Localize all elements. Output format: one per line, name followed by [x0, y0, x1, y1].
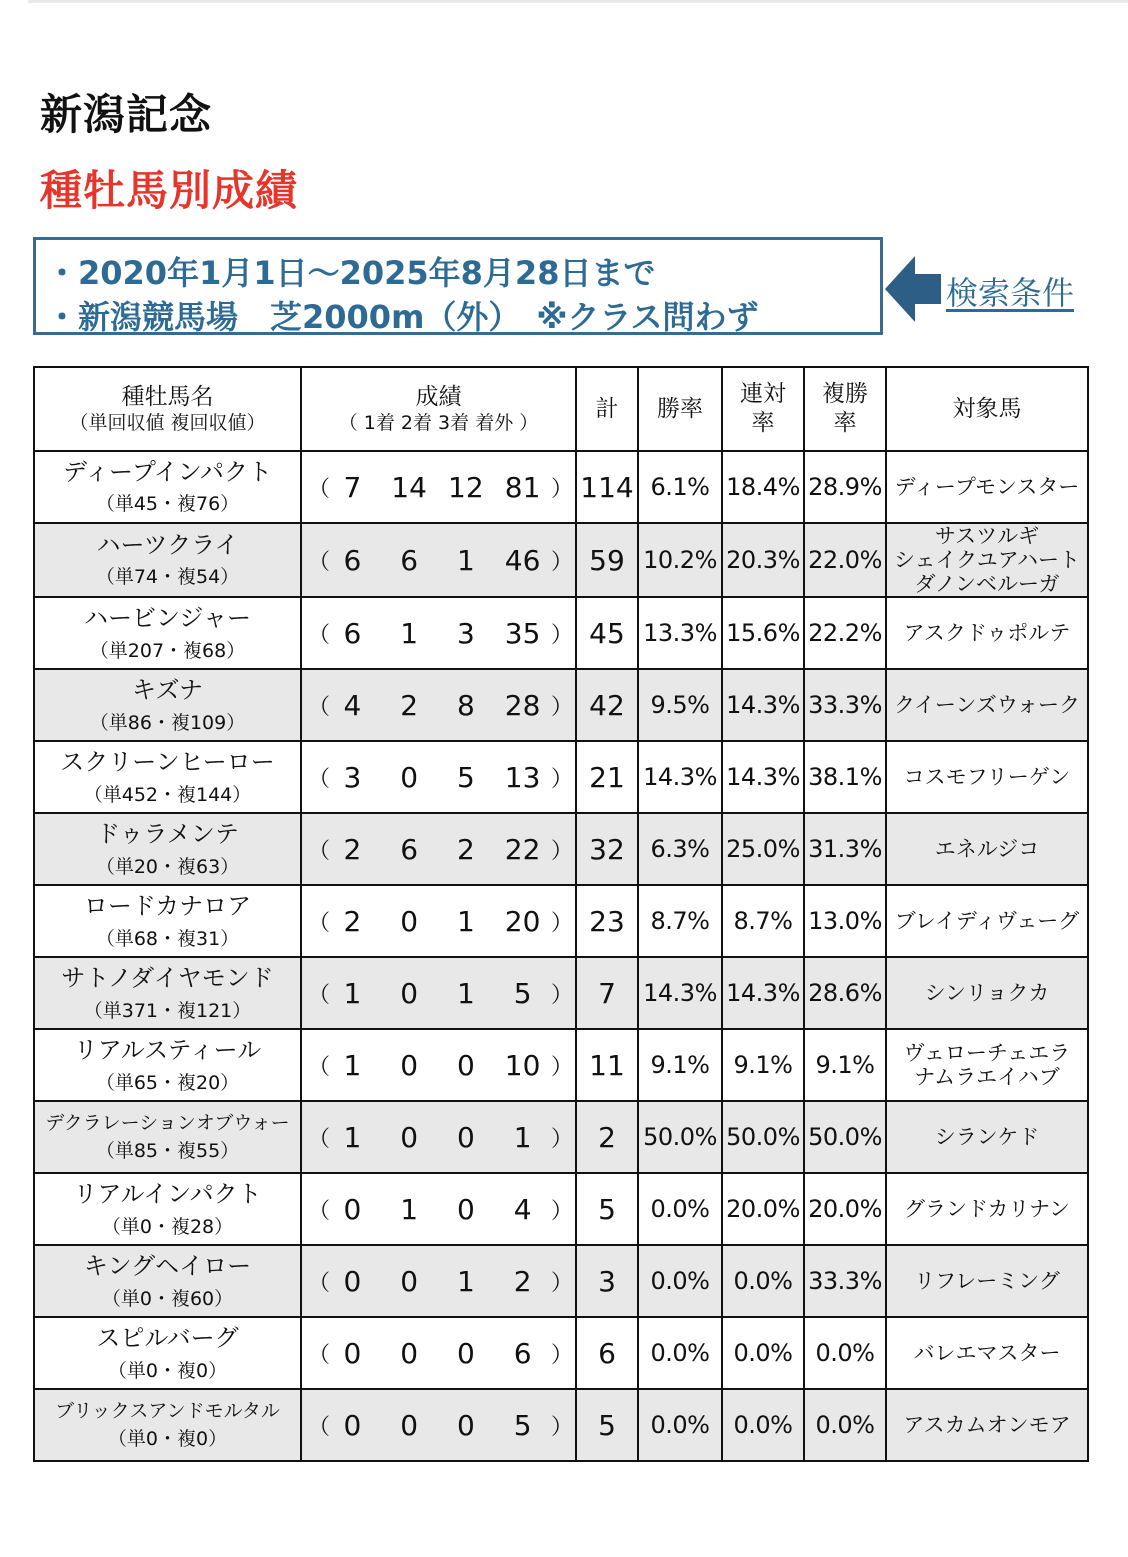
record-cell — [301, 813, 576, 885]
header-win-rate: 勝率 — [638, 367, 722, 451]
record-cell — [301, 451, 576, 523]
unplaced-count: 35 — [504, 616, 541, 650]
target-horses — [886, 1245, 1088, 1317]
third-place-count: 12 — [448, 470, 484, 504]
sire-name: サトノダイヤモンド — [61, 964, 274, 993]
sire-cell — [34, 957, 301, 1029]
target-horses — [886, 813, 1088, 885]
table-row — [34, 523, 1088, 597]
third-place-count: 0 — [456, 1408, 475, 1442]
table-row — [34, 451, 1088, 523]
paren-close: ） — [551, 982, 574, 1008]
total-runs: 59 — [576, 523, 638, 597]
win-rate: 9.1% — [638, 1029, 722, 1101]
target-horse: ナムラエイハブ — [914, 1065, 1060, 1090]
sire-name: スピルバーグ — [96, 1324, 239, 1353]
total-runs: 5 — [576, 1173, 638, 1245]
sire-cell — [34, 451, 301, 523]
win-rate: 0.0% — [638, 1173, 722, 1245]
third-place-count: 1 — [456, 543, 475, 577]
place-rate: 50.0% — [804, 1101, 886, 1173]
place-rate: 33.3% — [804, 1245, 886, 1317]
record-cell — [301, 1389, 576, 1461]
unplaced-count: 20 — [504, 904, 541, 938]
target-horse: コスモフリーゲン — [903, 765, 1071, 790]
win-rate: 0.0% — [638, 1317, 722, 1389]
table-row — [34, 1389, 1088, 1461]
paren-close: ） — [551, 622, 574, 648]
sire-cell — [34, 597, 301, 669]
target-horse: ブレイディヴェーグ — [894, 909, 1080, 934]
sire-cell — [34, 1173, 301, 1245]
unplaced-count: 81 — [504, 470, 541, 504]
sire-cell — [34, 885, 301, 957]
target-horses — [886, 885, 1088, 957]
target-horse: シェイクユアハート — [893, 548, 1081, 573]
sire-name: リアルスティール — [73, 1036, 262, 1065]
search-conditions-link[interactable]: 検索条件 — [946, 274, 1075, 312]
target-horses — [886, 597, 1088, 669]
table-row — [34, 1029, 1088, 1101]
paren-close: ） — [551, 476, 574, 502]
unplaced-count: 13 — [504, 760, 541, 794]
place-rate: 13.0% — [804, 885, 886, 957]
sire-cell — [34, 669, 301, 741]
win-rate: 0.0% — [638, 1245, 722, 1317]
paren-open: （ — [308, 622, 331, 648]
sire-name: リアルインパクト — [73, 1180, 262, 1209]
quinella-rate: 20.3% — [722, 523, 804, 597]
quinella-rate: 9.1% — [722, 1029, 804, 1101]
sire-roi: （単45・複76） — [95, 493, 240, 516]
record-cell — [301, 957, 576, 1029]
quinella-rate: 50.0% — [722, 1101, 804, 1173]
target-horse: クイーンズウォーク — [893, 693, 1081, 718]
sire-cell — [34, 1245, 301, 1317]
win-rate: 14.3% — [638, 957, 722, 1029]
quinella-rate: 18.4% — [722, 451, 804, 523]
header-sire: 種牡馬名 （単回収値 複回収値） — [34, 367, 301, 451]
table-row — [34, 741, 1088, 813]
third-place-count: 1 — [456, 1264, 475, 1298]
first-place-count: 1 — [343, 1120, 362, 1154]
header-record: 成績 （ 1着 2着 3着 着外 ） — [301, 367, 576, 451]
record-cell — [301, 1173, 576, 1245]
first-place-count: 0 — [343, 1264, 362, 1298]
third-place-count: 1 — [456, 904, 475, 938]
target-horse: グランドカリナン — [904, 1197, 1070, 1222]
conditions-box — [33, 237, 883, 335]
sire-roi: （単74・複54） — [95, 566, 240, 589]
paren-close: ） — [551, 766, 574, 792]
second-place-count: 0 — [400, 1336, 419, 1370]
conditions-period: ・2020年1月1日～2025年8月28日まで — [46, 254, 656, 292]
paren-close: ） — [551, 694, 574, 720]
unplaced-count: 2 — [513, 1264, 532, 1298]
paren-open: （ — [308, 1414, 331, 1440]
table-row — [34, 1173, 1088, 1245]
sire-cell — [34, 523, 301, 597]
second-place-count: 0 — [400, 1264, 419, 1298]
first-place-count: 2 — [343, 832, 362, 866]
second-place-count: 14 — [391, 470, 427, 504]
paren-open: （ — [308, 549, 331, 575]
place-rate: 28.9% — [804, 451, 886, 523]
total-runs: 32 — [576, 813, 638, 885]
target-horse: アスクドゥポルテ — [903, 621, 1071, 646]
first-place-count: 4 — [343, 688, 362, 722]
target-horse: シンリョクカ — [924, 981, 1050, 1006]
win-rate: 6.3% — [638, 813, 722, 885]
target-horses — [886, 1173, 1088, 1245]
total-runs: 23 — [576, 885, 638, 957]
third-place-count: 0 — [456, 1336, 475, 1370]
target-horse: サスツルギ — [934, 524, 1040, 548]
quinella-rate: 14.3% — [722, 957, 804, 1029]
paren-close: ） — [551, 1126, 574, 1152]
third-place-count: 3 — [456, 616, 475, 650]
place-rate: 31.3% — [804, 813, 886, 885]
sire-roi: （単65・複20） — [95, 1071, 240, 1094]
paren-open: （ — [308, 910, 331, 936]
paren-close: ） — [551, 1270, 574, 1296]
target-horses — [886, 1029, 1088, 1101]
page-subtitle: 種牡馬別成績 — [40, 166, 299, 215]
target-horses — [886, 1101, 1088, 1173]
total-runs: 11 — [576, 1029, 638, 1101]
paren-open: （ — [308, 1198, 331, 1224]
sire-roi: （単371・複121） — [83, 999, 252, 1022]
unplaced-count: 1 — [513, 1120, 532, 1154]
first-place-count: 0 — [343, 1408, 362, 1442]
table-row — [34, 597, 1088, 669]
quinella-rate: 0.0% — [722, 1245, 804, 1317]
quinella-rate: 0.0% — [722, 1317, 804, 1389]
sire-name: スクリーンヒーロー — [60, 748, 275, 777]
quinella-rate: 8.7% — [722, 885, 804, 957]
header-place-rate: 複勝 率 — [804, 367, 886, 451]
record-cell — [301, 597, 576, 669]
sire-name: ドゥラメンテ — [96, 820, 239, 849]
table-row — [34, 957, 1088, 1029]
quinella-rate: 15.6% — [722, 597, 804, 669]
table-row — [34, 1101, 1088, 1173]
target-horse: ダノンベルーガ — [914, 572, 1060, 597]
sire-roi: （単0・複28） — [101, 1215, 234, 1238]
total-runs: 2 — [576, 1101, 638, 1173]
sire-roi: （単86・複109） — [89, 711, 246, 734]
left-arrow-icon — [885, 256, 941, 322]
second-place-count: 6 — [400, 832, 419, 866]
place-rate: 28.6% — [804, 957, 886, 1029]
second-place-count: 0 — [400, 760, 419, 794]
table-row — [34, 813, 1088, 885]
third-place-count: 0 — [456, 1192, 475, 1226]
second-place-count: 0 — [400, 904, 419, 938]
third-place-count: 0 — [456, 1048, 475, 1082]
third-place-count: 0 — [456, 1120, 475, 1154]
sire-name: ロードカナロア — [83, 892, 252, 921]
place-rate: 22.2% — [804, 597, 886, 669]
sire-roi: （単20・複63） — [95, 855, 240, 878]
sire-name: ブリックスアンドモルタル — [55, 1399, 280, 1422]
sire-cell — [34, 741, 301, 813]
sire-name: ディープインパクト — [62, 458, 273, 487]
second-place-count: 1 — [400, 1192, 419, 1226]
place-rate: 0.0% — [804, 1389, 886, 1461]
second-place-count: 0 — [400, 1048, 419, 1082]
unplaced-count: 46 — [504, 543, 541, 577]
paren-open: （ — [308, 838, 331, 864]
paren-close: ） — [551, 1198, 574, 1224]
target-horses — [886, 669, 1088, 741]
unplaced-count: 28 — [504, 688, 541, 722]
sire-stats-table — [33, 366, 1089, 1462]
paren-open: （ — [308, 982, 331, 1008]
paren-close: ） — [551, 1342, 574, 1368]
table-header-row — [34, 367, 1088, 451]
target-horses — [886, 1317, 1088, 1389]
page-title: 新潟記念 — [40, 90, 213, 139]
record-cell — [301, 1029, 576, 1101]
first-place-count: 1 — [343, 1048, 362, 1082]
first-place-count: 7 — [343, 470, 362, 504]
sire-name: キズナ — [131, 676, 204, 705]
table-row — [34, 669, 1088, 741]
header-target: 対象馬 — [886, 367, 1088, 451]
target-horses — [886, 957, 1088, 1029]
target-horse: ディープモンスター — [894, 474, 1080, 499]
target-horses — [886, 451, 1088, 523]
record-cell — [301, 885, 576, 957]
first-place-count: 6 — [343, 543, 362, 577]
unplaced-count: 10 — [504, 1048, 541, 1082]
record-cell — [301, 1317, 576, 1389]
paren-close: ） — [551, 549, 574, 575]
top-divider — [28, 0, 1128, 3]
third-place-count: 2 — [456, 832, 475, 866]
place-rate: 22.0% — [804, 523, 886, 597]
place-rate: 33.3% — [804, 669, 886, 741]
first-place-count: 1 — [343, 976, 362, 1010]
win-rate: 14.3% — [638, 741, 722, 813]
sire-cell — [34, 1317, 301, 1389]
paren-open: （ — [308, 694, 331, 720]
place-rate: 0.0% — [804, 1317, 886, 1389]
record-cell — [301, 523, 576, 597]
record-cell — [301, 1101, 576, 1173]
quinella-rate: 25.0% — [722, 813, 804, 885]
paren-close: ） — [551, 838, 574, 864]
sire-roi: （単452・複144） — [83, 783, 252, 806]
total-runs: 6 — [576, 1317, 638, 1389]
quinella-rate: 20.0% — [722, 1173, 804, 1245]
place-rate: 20.0% — [804, 1173, 886, 1245]
win-rate: 6.1% — [638, 451, 722, 523]
unplaced-count: 5 — [513, 976, 532, 1010]
sire-name: ハーツクライ — [96, 531, 239, 560]
first-place-count: 0 — [343, 1336, 362, 1370]
sire-name: ハービンジャー — [84, 604, 251, 633]
paren-close: ） — [551, 1414, 574, 1440]
total-runs: 7 — [576, 957, 638, 1029]
table-row — [34, 885, 1088, 957]
second-place-count: 0 — [400, 1120, 419, 1154]
second-place-count: 1 — [400, 616, 419, 650]
unplaced-count: 5 — [513, 1408, 532, 1442]
sire-roi: （単68・複31） — [95, 927, 240, 950]
target-horse: エネルジコ — [934, 837, 1040, 862]
total-runs: 114 — [576, 451, 638, 523]
header-total: 計 — [576, 367, 638, 451]
total-runs: 5 — [576, 1389, 638, 1461]
second-place-count: 6 — [400, 543, 419, 577]
paren-close: ） — [551, 1054, 574, 1080]
place-rate: 9.1% — [804, 1029, 886, 1101]
place-rate: 38.1% — [804, 741, 886, 813]
target-horse: シランケド — [934, 1125, 1040, 1150]
target-horse: ヴェローチェエラ — [903, 1041, 1071, 1066]
sire-roi: （単0・複0） — [107, 1359, 228, 1382]
quinella-rate: 14.3% — [722, 669, 804, 741]
sire-cell — [34, 1029, 301, 1101]
sire-cell — [34, 1389, 301, 1461]
target-horse: リフレーミング — [914, 1269, 1060, 1294]
sire-roi: （単0・複60） — [101, 1287, 234, 1310]
paren-close: ） — [551, 910, 574, 936]
target-horses — [886, 741, 1088, 813]
quinella-rate: 0.0% — [722, 1389, 804, 1461]
sire-cell — [34, 813, 301, 885]
total-runs: 3 — [576, 1245, 638, 1317]
paren-open: （ — [308, 766, 331, 792]
record-cell — [301, 1245, 576, 1317]
sire-name: キングヘイロー — [83, 1252, 252, 1281]
sire-roi: （単85・複55） — [95, 1140, 240, 1163]
target-horses — [886, 1389, 1088, 1461]
win-rate: 50.0% — [638, 1101, 722, 1173]
paren-open: （ — [308, 1054, 331, 1080]
unplaced-count: 6 — [513, 1336, 532, 1370]
third-place-count: 5 — [456, 760, 475, 794]
total-runs: 45 — [576, 597, 638, 669]
win-rate: 9.5% — [638, 669, 722, 741]
first-place-count: 3 — [343, 760, 362, 794]
win-rate: 8.7% — [638, 885, 722, 957]
win-rate: 13.3% — [638, 597, 722, 669]
table-row — [34, 1245, 1088, 1317]
sire-name: デクラレーションオブウォー — [45, 1111, 290, 1134]
conditions-course: ・新潟競馬場 芝2000m（外） ※クラス問わず — [46, 298, 759, 336]
total-runs: 21 — [576, 741, 638, 813]
win-rate: 0.0% — [638, 1389, 722, 1461]
header-quinella-rate: 連対 率 — [722, 367, 804, 451]
target-horses — [886, 523, 1088, 597]
sire-roi: （単207・複68） — [89, 639, 246, 662]
sire-cell — [34, 1101, 301, 1173]
first-place-count: 6 — [343, 616, 362, 650]
paren-open: （ — [308, 1270, 331, 1296]
unplaced-count: 22 — [504, 832, 541, 866]
second-place-count: 0 — [400, 1408, 419, 1442]
second-place-count: 0 — [400, 976, 419, 1010]
quinella-rate: 14.3% — [722, 741, 804, 813]
paren-open: （ — [308, 476, 331, 502]
third-place-count: 1 — [456, 976, 475, 1010]
record-cell — [301, 741, 576, 813]
third-place-count: 8 — [456, 688, 475, 722]
table-row — [34, 1317, 1088, 1389]
target-horse: バレエマスター — [913, 1341, 1061, 1366]
first-place-count: 2 — [343, 904, 362, 938]
target-horse: アスカムオンモア — [903, 1413, 1071, 1438]
win-rate: 10.2% — [638, 523, 722, 597]
unplaced-count: 4 — [513, 1192, 532, 1226]
second-place-count: 2 — [400, 688, 419, 722]
first-place-count: 0 — [343, 1192, 362, 1226]
paren-open: （ — [308, 1342, 331, 1368]
paren-open: （ — [308, 1126, 331, 1152]
record-cell — [301, 669, 576, 741]
total-runs: 42 — [576, 669, 638, 741]
sire-roi: （単0・複0） — [107, 1428, 228, 1451]
